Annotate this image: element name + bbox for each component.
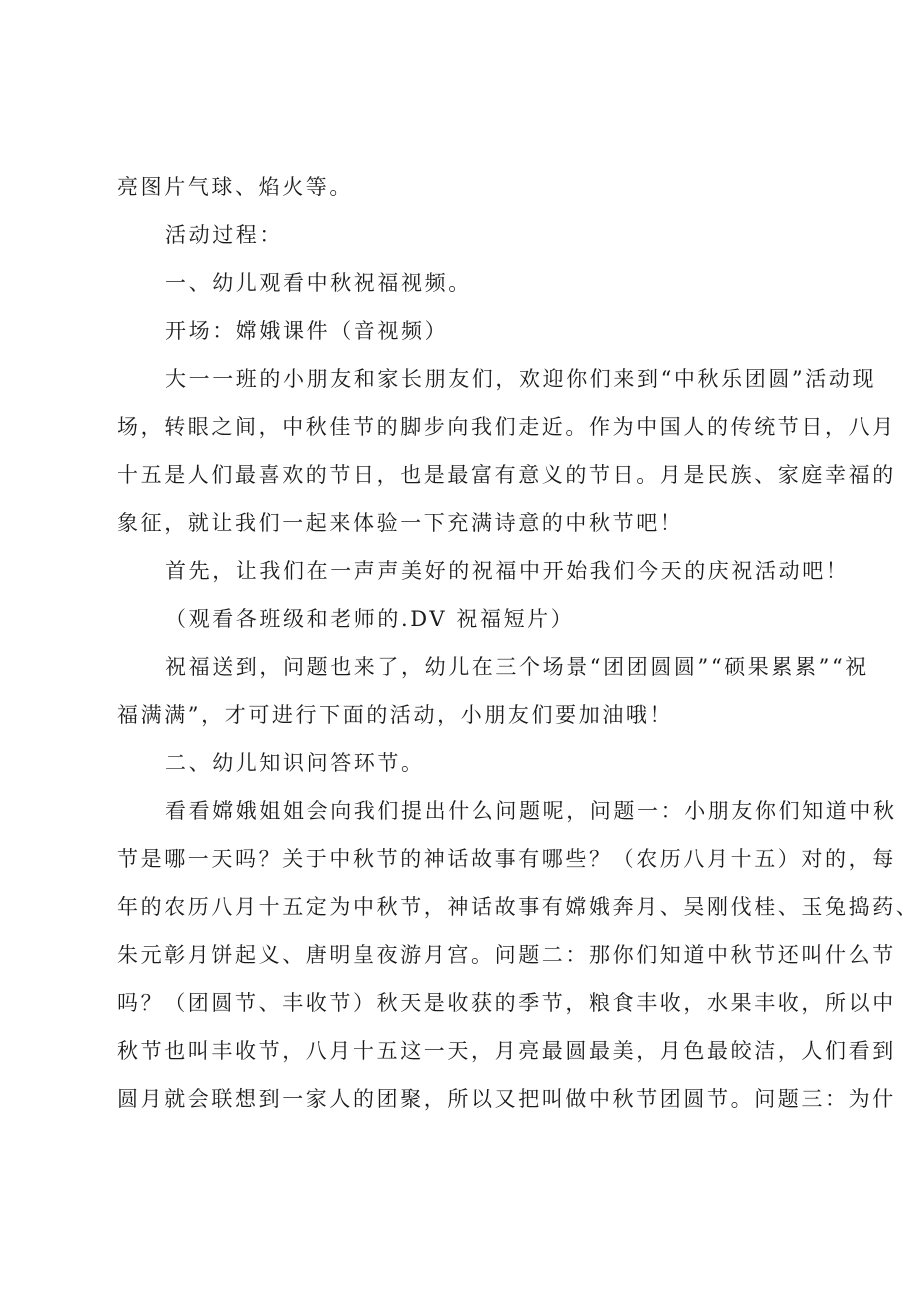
document-page (117, 163, 920, 1123)
text-line: 一、幼儿观看中秋祝福视频。 (165, 271, 472, 295)
text-line: 祝福送到，问题也来了，幼儿在三个场景“团团圆圆”“硕果累累”“祝 (165, 655, 869, 679)
paragraph-welcome (117, 355, 896, 547)
heading-section-one (117, 259, 841, 307)
paragraph-dv-note (117, 595, 841, 643)
text-line: 圆月就会联想到一家人的团聚，所以又把叫做中秋节团圆节。问题三：为什 (117, 1087, 896, 1111)
text-line: 十五是人们最喜欢的节日，也是最富有意义的节日。月是民族、家庭幸福的 (117, 463, 896, 487)
paragraph-first (117, 547, 850, 595)
text-line: 二、幼儿知识问答环节。 (165, 751, 425, 775)
text-line: 开场：嫦娥课件（音视频） (165, 319, 449, 343)
text-line: 吗？（团圆节、丰收节）秋天是收获的季节，粮食丰收，水果丰收，所以中 (117, 991, 896, 1015)
text-line: 节是哪一天吗？关于中秋节的神话故事有哪些？（农历八月十五）对的，每 (117, 847, 896, 871)
text-line: 亮图片气球、焰火等。 (117, 175, 353, 199)
text-line: 象征，就让我们一起来体验一下充满诗意的中秋节吧！ (117, 511, 684, 535)
text-line: （观看各班级和老师的.DV 祝福短片） (165, 607, 575, 631)
heading-section-two (117, 739, 841, 787)
text-line: 福满满”，才可进行下面的活动，小朋友们要加油哦！ (117, 703, 674, 727)
text-line: 秋节也叫丰收节，八月十五这一天，月亮最圆最美，月色最皎洁，人们看到 (117, 1039, 896, 1063)
text-line: 首先，让我们在一声声美好的祝福中开始我们今天的庆祝活动吧！ (165, 559, 850, 583)
paragraph-materials-end (117, 163, 841, 211)
paragraph-opening (117, 307, 841, 355)
text-line: 活动过程： (165, 223, 283, 247)
text-line: 年的农历八月十五定为中秋节，神话故事有嫦娥奔月、吴刚伐桂、玉兔捣药、 (117, 895, 920, 919)
text-line: 大一一班的小朋友和家长朋友们，欢迎你们来到“中秋乐团圆”活动现 (165, 367, 877, 391)
text-line: 朱元彰月饼起义、唐明皇夜游月宫。问题二：那你们知道中秋节还叫什么节 (117, 943, 896, 967)
heading-activity-process (117, 211, 841, 259)
paragraph-scenes (117, 643, 869, 739)
text-line: 场，转眼之间，中秋佳节的脚步向我们走近。作为中国人的传统节日，八月 (117, 415, 896, 439)
paragraph-quiz (117, 787, 920, 1123)
text-line: 看看嫦娥姐姐会向我们提出什么问题呢，问题一：小朋友你们知道中秋 (165, 799, 897, 823)
